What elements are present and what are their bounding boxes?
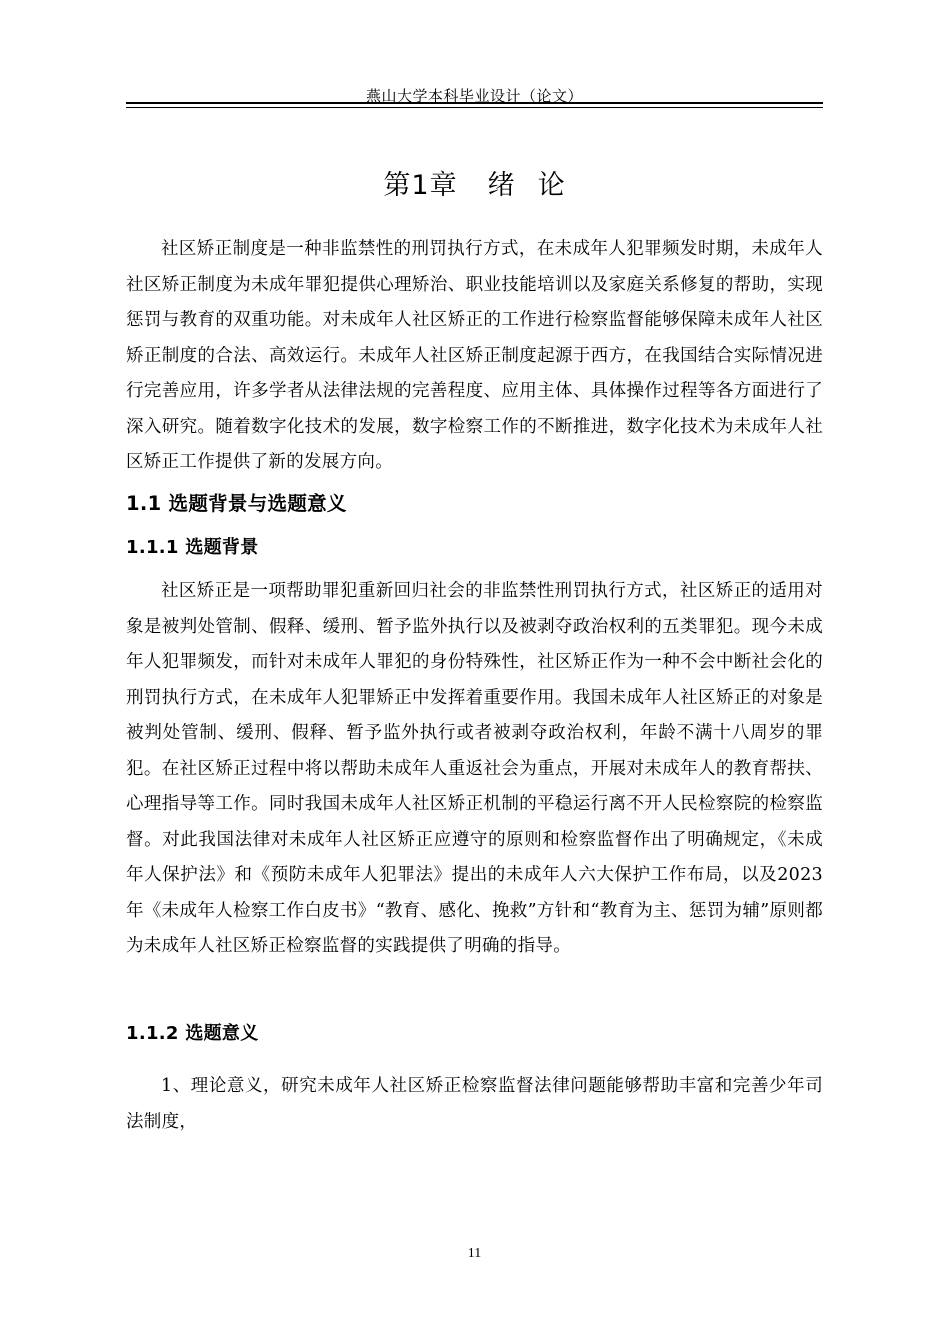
significance-paragraph: 1、理论意义，研究未成年人社区矫正检察监督法律问题能够帮助丰富和完善少年司法制度， xyxy=(126,1076,823,1132)
section-heading-1-1: 1.1 选题背景与选题意义 xyxy=(126,492,347,515)
background-paragraph: 社区矫正是一项帮助罪犯重新回归社会的非监禁性刑罚执行方式，社区矫正的适用对象是被判处管制、假释、缓刑、暂予监外执行以及被剥夺政治权利的五类罪犯。现今未成年人犯罪频发，而针对未成年人罪犯的身份特殊性，社区矫正作为一种不会中断社会化的刑罚执行方式，在未成年人犯罪矫正中发挥着重要作用。我国未成年人社区矫正的对象是被判处管制、缓刑、假释、暂予监外执行或者被剥夺政治权利，年龄不满十八周岁的罪犯。在社区矫正过程中将以帮助未成年人重返社会为重点，开展对未成年人的教育帮扶、心理指导等工作。同时我国未成年人社区矫正机制的平稳运行离不开人民检察院的检察监督。对此我国法律对未成年人社区矫正应遵守的原则和检察监督作出了明确规定，《未成年人保护法》和《预防未成年人犯罪法》提出的未成年人六大保护工作布局，以及2023年《未成年人检察工作白皮书》“教育、感化、挽救”方针和“教育为主、惩罚为辅”原则都为未成年人社区矫正检察监督的实践提供了明确的指导。 xyxy=(126,581,823,956)
intro-paragraph: 社区矫正制度是一种非监禁性的刑罚执行方式，在未成年人犯罪频发时期，未成年人社区矫正制度为未成年罪犯提供心理矫治、职业技能培训以及家庭关系修复的帮助，实现惩罚与教育的双重功能。对未成年人社区矫正的工作进行检察监督能够保障未成年人社区矫正制度的合法、高效运行。未成年人社区矫正制度起源于西方，在我国结合实际情况进行完善应用，许多学者从法律法规的完善程度、应用主体、具体操作过程等各方面进行了深入研究。随着数字化技术的发展，数字检察工作的不断推进，数字化技术为未成年人社区矫正工作提供了新的发展方向。 xyxy=(126,239,823,472)
header-rule-thin xyxy=(126,107,823,108)
chapter-title xyxy=(126,166,823,206)
section-heading-1-1-2: 1.1.2 选题意义 xyxy=(126,1023,259,1044)
page-number: 11 xyxy=(467,1246,482,1261)
chapter-number: 第1章 xyxy=(383,170,458,201)
chapter-title-char-1: 绪 xyxy=(487,170,516,201)
chapter-title-char-2: 论 xyxy=(537,170,566,201)
running-header: 燕山大学本科毕业设计（论文） xyxy=(365,87,583,105)
header-rule-thick xyxy=(126,102,823,104)
section-heading-1-1-1: 1.1.1 选题背景 xyxy=(126,537,259,558)
